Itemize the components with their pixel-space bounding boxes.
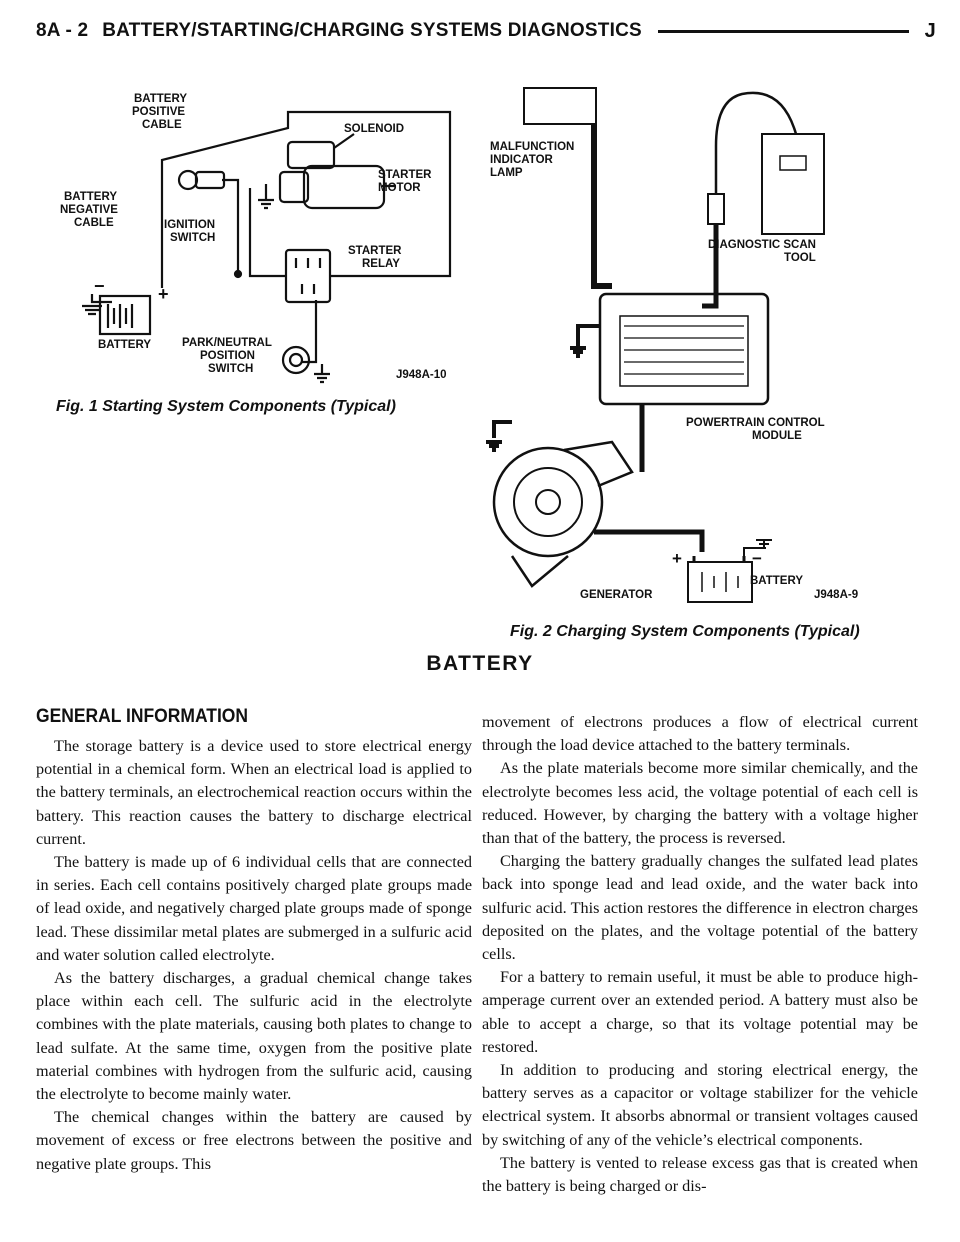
paragraph: Charging the battery gradually changes the sulfated lead plates back into sponge lead and lead oxide, and the water back into sulfuric acid. This action restores the difference in electron charges deposited on the plates, and the voltage potential of the battery cells. [482, 852, 918, 964]
label-battery: BATTERY [98, 339, 152, 351]
label-battery-positive-cable: BATTERY [134, 93, 188, 105]
figure1-ref: J948A-10 [396, 369, 447, 381]
paragraph: The chemical changes within the battery are caused by movement of excess or free electrons between the positive and negative plate groups. This [36, 1108, 472, 1173]
subheading: GENERAL INFORMATION [36, 706, 249, 727]
page-number: 8A - 2 [36, 20, 89, 41]
starting-system-diagram [52, 88, 472, 388]
left-column [36, 735, 472, 1176]
label-park-neutral-switch: PARK/NEUTRAL [182, 337, 272, 349]
svg-text:INDICATOR: INDICATOR [490, 154, 553, 166]
section-letter: J [924, 19, 936, 42]
page-header [36, 14, 936, 48]
svg-text:CABLE: CABLE [74, 217, 114, 229]
svg-text:SWITCH: SWITCH [170, 232, 216, 244]
page-title: BATTERY/STARTING/CHARGING SYSTEMS DIAGNOSTICS [102, 20, 642, 41]
svg-text:TOOL: TOOL [784, 252, 816, 264]
label-starter-motor: STARTER [378, 169, 432, 181]
paragraph: movement of electrons produces a flow of electrical current through the load device attached to the battery terminals. [482, 713, 918, 755]
svg-text:RELAY: RELAY [362, 258, 400, 270]
svg-text:NEGATIVE: NEGATIVE [60, 204, 118, 216]
label-ignition-switch: IGNITION [164, 219, 216, 231]
svg-text:POSITION: POSITION [200, 350, 255, 362]
paragraph: As the plate materials become more similar chemically, and the electrolyte becomes less acid, the voltage potential of each cell is reduced. However, by charging the battery with a voltage higher than that of the battery, the process is reversed. [482, 759, 918, 848]
svg-text:MOTOR: MOTOR [378, 182, 421, 194]
label-battery-negative-cable: BATTERY [64, 191, 118, 203]
paragraph: The storage battery is a device used to store electrical energy potential in a chemical form. When an electrical load is applied to the battery terminals, an electrochemical reaction occurs within the battery. This reaction causes the battery to discharge electrical current. [36, 737, 472, 848]
paragraph: As the battery discharges, a gradual chemical change takes place within each cell. The sulfuric acid in the electrolyte combines with the plate materials, causing both plates to change to lead sulfate. At the same time, oxygen from the positive plate material combines with hydrogen from the sulfuric acid, causing the electrolyte to become mainly water. [36, 969, 472, 1104]
figure1-caption: Fig. 1 Starting System Components (Typical) [56, 398, 396, 415]
paragraph: In addition to producing and storing electrical energy, the battery serves as a capacitor or voltage stabilizer for the vehicle electrical system. It absorbs abnormal or transient voltages caused by switching of any of the vehicle’s electrical components. [482, 1061, 918, 1149]
label-powertrain-control-module: POWERTRAIN CONTROL [686, 417, 825, 429]
svg-text:LAMP: LAMP [490, 167, 523, 179]
label-starter-relay: STARTER [348, 245, 402, 257]
paragraph: The battery is made up of 6 individual cells that are connected in series. Each cell contains positively charged plate groups made of lead oxide, and negatively charged plate groups made of sponge lead. These dissimilar metal plates are submerged in a sulfuric acid and water solution called electrolyte. [36, 853, 472, 964]
label-minus: − [94, 276, 105, 296]
charging-system-diagram [482, 86, 882, 618]
label-plus: + [158, 284, 169, 304]
svg-text:MODULE: MODULE [752, 430, 802, 442]
label-minus: − [752, 549, 762, 568]
label-plus: + [672, 549, 682, 568]
paragraph: For a battery to remain useful, it must be able to produce high-amperage current over an extended period. A battery must also be able to accept a charge, so that its voltage potential may be restored. [482, 968, 918, 1056]
header-rule [658, 30, 909, 33]
section-title: BATTERY [426, 652, 534, 675]
label-diagnostic-scan-tool: DIAGNOSTIC SCAN [708, 239, 816, 251]
paragraph: The battery is vented to release excess gas that is created when the battery is being charged or dis- [482, 1153, 918, 1196]
label-malfunction-indicator-lamp: MALFUNCTION [490, 141, 575, 153]
right-column [482, 711, 918, 1198]
figure2-caption: Fig. 2 Charging System Components (Typical) [510, 623, 860, 640]
figure2-ref: J948A-9 [814, 589, 859, 601]
label-generator: GENERATOR [580, 589, 653, 601]
svg-text:CABLE: CABLE [142, 119, 182, 131]
label-battery: BATTERY [750, 575, 804, 587]
svg-text:SWITCH: SWITCH [208, 363, 254, 375]
svg-text:POSITIVE: POSITIVE [132, 106, 186, 118]
label-solenoid: SOLENOID [344, 123, 405, 135]
